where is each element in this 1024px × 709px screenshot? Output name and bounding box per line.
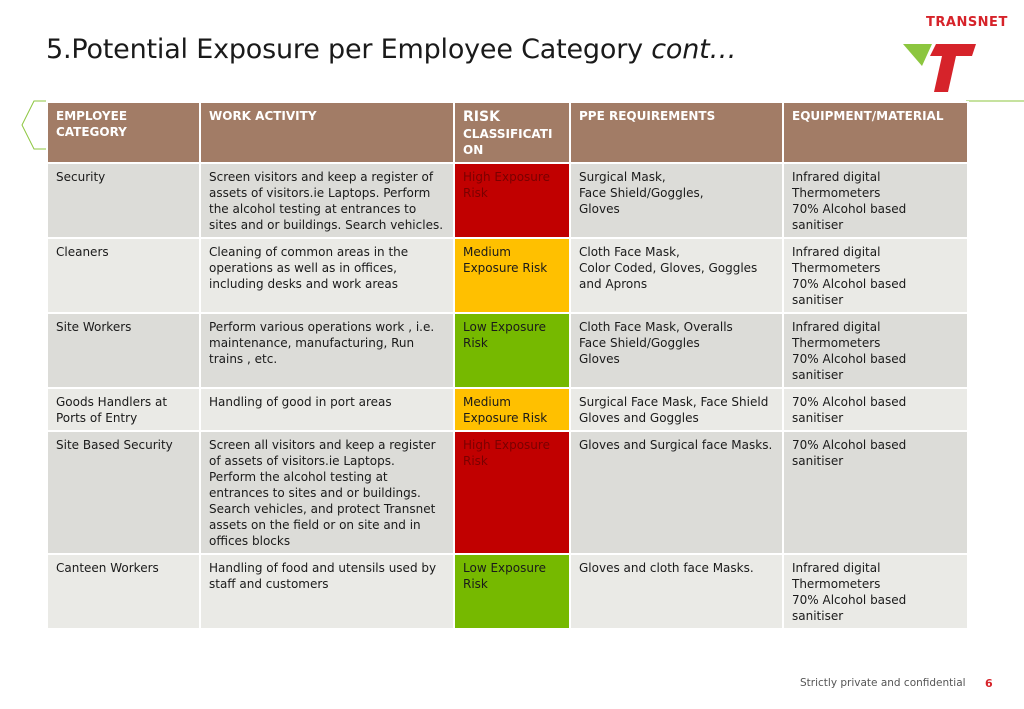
- category-cell: Goods Handlers at Ports of Entry: [47, 388, 200, 431]
- activity-cell: Handling of food and utensils used by staff and customers: [200, 554, 454, 629]
- exposure-table: [46, 101, 969, 630]
- header-employee-category: EMPLOYEE CATEGORY: [47, 102, 200, 163]
- ppe-cell: Gloves and Surgical face Masks.: [570, 431, 783, 554]
- ppe-cell: Gloves and cloth face Masks.: [570, 554, 783, 629]
- ppe-cell: Surgical Face Mask, Face Shield Gloves and Goggles: [570, 388, 783, 431]
- equipment-cell: 70% Alcohol based sanitiser: [783, 431, 968, 554]
- table-header-row: [47, 102, 968, 163]
- brand-wordmark: TRANSNET: [926, 15, 1008, 30]
- equipment-cell: Infrared digital Thermometers 70% Alcohol based sanitiser: [783, 554, 968, 629]
- table-row: [47, 163, 968, 238]
- risk-cell: High Exposure Risk: [454, 163, 570, 238]
- equipment-cell: Infrared digital Thermometers 70% Alcohol based sanitiser: [783, 313, 968, 388]
- activity-cell: Screen visitors and keep a register of assets of visitors.ie Laptops. Perform the alcohol testing at entrances to sites and or buildings. Search vehicles.: [200, 163, 454, 238]
- header-ppe-requirements: PPE REQUIREMENTS: [570, 102, 783, 163]
- equipment-cell: Infrared digital Thermometers 70% Alcohol based sanitiser: [783, 238, 968, 313]
- risk-cell: Medium Exposure Risk: [454, 388, 570, 431]
- page-title: 5.Potential Exposure per Employee Category cont…: [46, 34, 737, 65]
- page-number: 6: [985, 677, 993, 690]
- ppe-cell: Cloth Face Mask, Overalls Face Shield/Goggles Gloves: [570, 313, 783, 388]
- activity-cell: Handling of good in port areas: [200, 388, 454, 431]
- activity-cell: Screen all visitors and keep a register of assets of visitors.ie Laptops. Perform the alcohol testing at entrances to sites and or buildings. Search vehicles, and protect Transnet assets on the field or on site and in offices blocks: [200, 431, 454, 554]
- confidential-note: Strictly private and confidential: [800, 677, 966, 689]
- risk-cell: Medium Exposure Risk: [454, 238, 570, 313]
- table-row: [47, 554, 968, 629]
- table-row: [47, 313, 968, 388]
- risk-cell: Low Exposure Risk: [454, 313, 570, 388]
- activity-cell: Perform various operations work , i.e. maintenance, manufacturing, Run trains , etc.: [200, 313, 454, 388]
- category-cell: Site Workers: [47, 313, 200, 388]
- risk-cell: High Exposure Risk: [454, 431, 570, 554]
- ppe-cell: Surgical Mask, Face Shield/Goggles, Gloves: [570, 163, 783, 238]
- table-body: [47, 163, 968, 629]
- activity-cell: Cleaning of common areas in the operations as well as in offices, including desks and work areas: [200, 238, 454, 313]
- equipment-cell: 70% Alcohol based sanitiser: [783, 388, 968, 431]
- equipment-cell: Infrared digital Thermometers 70% Alcohol based sanitiser: [783, 163, 968, 238]
- table-row: [47, 388, 968, 431]
- header-work-activity: WORK ACTIVITY: [200, 102, 454, 163]
- table-row: [47, 238, 968, 313]
- transnet-logo-icon: [900, 40, 980, 96]
- category-cell: Security: [47, 163, 200, 238]
- risk-cell: Low Exposure Risk: [454, 554, 570, 629]
- category-cell: Canteen Workers: [47, 554, 200, 629]
- category-cell: Site Based Security: [47, 431, 200, 554]
- ppe-cell: Cloth Face Mask, Color Coded, Gloves, Goggles and Aprons: [570, 238, 783, 313]
- header-equipment-material: EQUIPMENT/MATERIAL: [783, 102, 968, 163]
- header-risk-classification: RISK CLASSIFICATI ON: [454, 102, 570, 163]
- table-row: [47, 431, 968, 554]
- category-cell: Cleaners: [47, 238, 200, 313]
